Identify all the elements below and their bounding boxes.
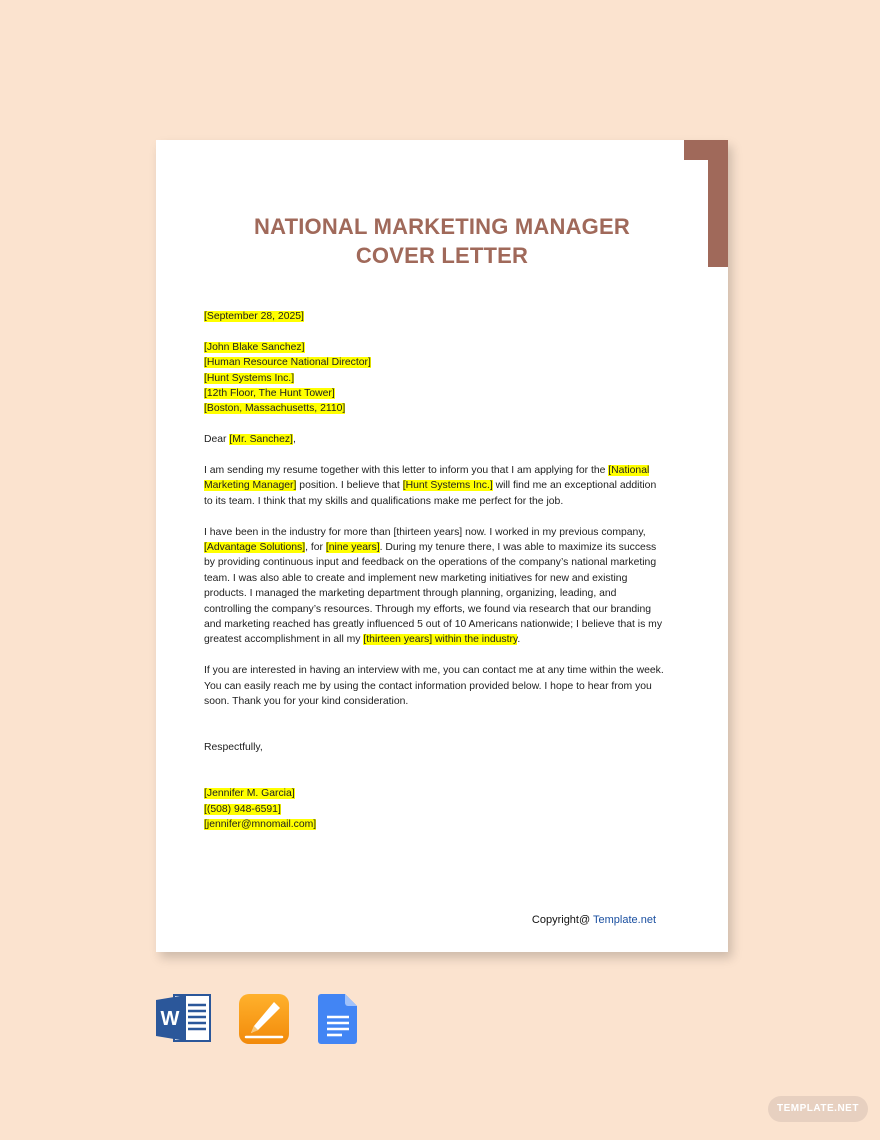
recipient-address-line-1: [12th Floor, The Hunt Tower] bbox=[204, 388, 335, 400]
letter-body bbox=[204, 309, 664, 848]
recipient-name: [John Blake Sanchez] bbox=[204, 341, 305, 353]
p2-text-2: , for bbox=[305, 542, 326, 554]
google-docs-icon[interactable] bbox=[318, 993, 358, 1050]
recipient-address1-row bbox=[204, 386, 664, 401]
title-line-2: COVER LETTER bbox=[355, 243, 529, 268]
salutation-name: [Mr. Sanchez] bbox=[229, 434, 293, 446]
recipient-title-row bbox=[204, 355, 664, 370]
sender-phone: [(508) 948-6591] bbox=[204, 803, 281, 815]
pages-icon[interactable] bbox=[238, 993, 290, 1050]
recipient-address-line-2: [Boston, Massachusetts, 2110] bbox=[204, 403, 346, 415]
salutation-suffix: , bbox=[292, 434, 296, 446]
recipient-address2-row bbox=[204, 401, 664, 416]
recipient-company-row bbox=[204, 371, 664, 386]
sender-email: [jennifer@mnomail.com] bbox=[204, 819, 317, 831]
recipient-title: [Human Resource National Director] bbox=[204, 357, 371, 369]
sender-name-row bbox=[204, 786, 664, 801]
salutation bbox=[204, 432, 664, 447]
template-net-watermark: TEMPLATE.NET bbox=[768, 1096, 868, 1122]
p2-text-3: . During my tenure there, I was able to maximize its success by providing continuous input and feedback on the operations of the company’s national marketing team. I was also able to create and implement new marketing initiatives for new and existing products. I managed the marketing department through planning, organizing, leading, and controlling the company’s resources. Through my efforts, we found via research that our branding and marketing reached has greatly influenced 5 out of 10 Americans nationwide; I believe that is my greatest accomplishment in all my bbox=[204, 542, 663, 646]
salutation-prefix: Dear bbox=[204, 434, 230, 446]
p1-text-2: position. I believe that bbox=[296, 480, 403, 492]
p2-highlight-tenure: [thirteen years] within the industry bbox=[363, 634, 518, 646]
recipient-address bbox=[204, 340, 664, 417]
corner-accent-horizontal bbox=[684, 140, 728, 160]
copyright-label: Copyright@ bbox=[531, 914, 594, 926]
document-page bbox=[156, 140, 728, 952]
copyright-notice bbox=[532, 914, 656, 926]
document-title bbox=[156, 212, 728, 270]
copyright-link[interactable]: Template.net bbox=[593, 914, 656, 926]
sender-phone-row bbox=[204, 802, 664, 817]
paragraph-3: If you are interested in having an interview with me, you can contact me at any time within the week. You can easily reach me by using the contact information provided below. I hope to hear from you soon. Thank you for your kind consideration. bbox=[204, 665, 664, 708]
p2-highlight-company: [Advantage Solutions] bbox=[204, 542, 306, 554]
title-line-1: NATIONAL MARKETING MANAGER bbox=[254, 214, 630, 239]
letter-date: [September 28, 2025] bbox=[204, 311, 304, 322]
letter-date-line bbox=[204, 309, 664, 324]
closing: Respectfully, bbox=[204, 742, 263, 754]
p2-text-1: I have been in the industry for more than [thirteen years] now. I worked in my previous company, bbox=[204, 526, 646, 538]
sender-signature bbox=[204, 786, 664, 832]
p2-text-4: . bbox=[517, 634, 521, 646]
spacer bbox=[204, 725, 664, 740]
recipient-company: [Hunt Systems Inc.] bbox=[204, 372, 295, 384]
p1-text-1: I am sending my resume together with this letter to inform you that I am applying for the bbox=[204, 465, 609, 477]
recipient-name-row bbox=[204, 340, 664, 355]
p2-highlight-years: [nine years] bbox=[325, 542, 380, 554]
p1-highlight-company: [Hunt Systems Inc.] bbox=[402, 480, 493, 492]
paragraph-1 bbox=[204, 463, 664, 509]
spacer bbox=[204, 771, 664, 786]
sender-email-row bbox=[204, 817, 664, 832]
p1-highlight-position: [National Marketing Manager] bbox=[204, 465, 650, 492]
paragraph-2 bbox=[204, 525, 664, 648]
p1-text-3: will find me an exceptional addition to its team. I think that my skills and qualifications make me perfect for the job. bbox=[204, 480, 657, 507]
sender-name: [Jennifer M. Garcia] bbox=[204, 788, 295, 800]
word-icon[interactable] bbox=[156, 993, 212, 1048]
svg-text:W: W bbox=[160, 1008, 180, 1030]
